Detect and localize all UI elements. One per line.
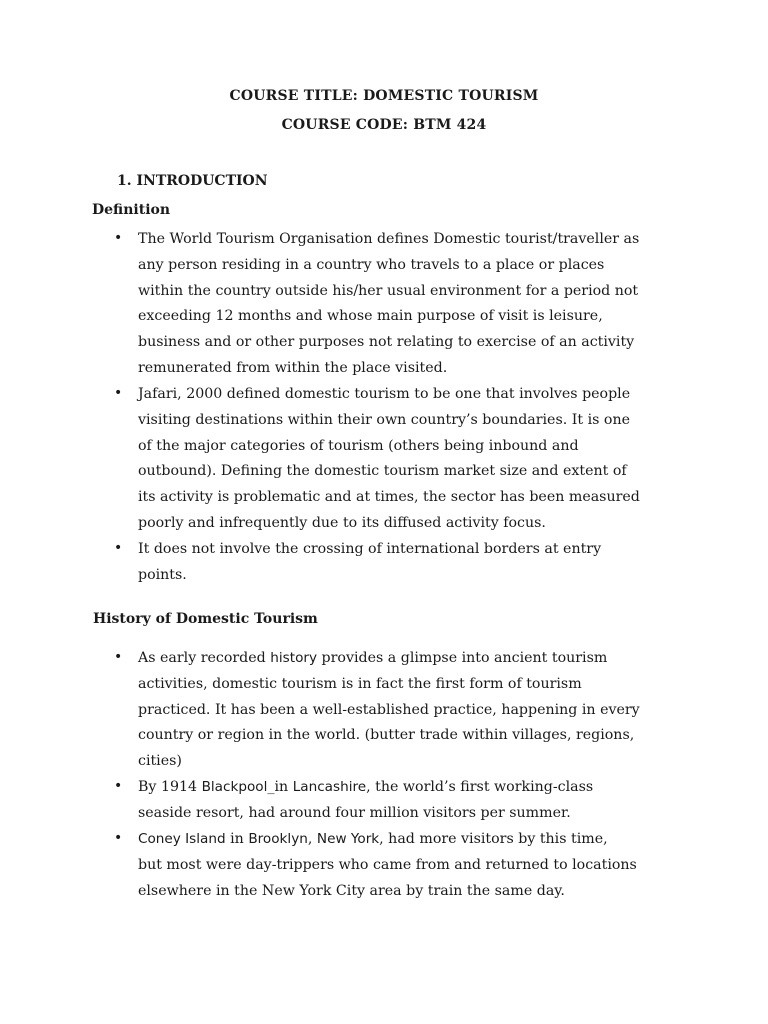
text-line: outbound). Defining the domestic tourism market size and extent of xyxy=(138,463,627,480)
course-code: COURSE CODE: BTM 424 xyxy=(281,117,487,133)
bullet-icon: • xyxy=(114,540,123,556)
text-line: visiting destinations within their own country’s boundaries. It is one xyxy=(138,411,630,428)
text-line: of the major categories of tourism (others being inbound and xyxy=(138,437,579,454)
text-line: practiced. It has been a well-established practice, happening in every xyxy=(138,701,640,718)
text-line: but most were day-trippers who came from and returned to locations xyxy=(138,856,637,873)
text-segment: provides a glimpse into ancient tourism xyxy=(317,650,608,666)
text-segment: in xyxy=(225,831,249,847)
brooklyn-link[interactable]: Brooklyn xyxy=(248,831,308,847)
text-line: country or region in the world. (butter trade within villages, regions, xyxy=(138,727,635,744)
text-line: points. xyxy=(138,566,187,583)
bullet-icon: • xyxy=(114,830,123,846)
lancashire-link[interactable]: Lancashire xyxy=(292,779,367,795)
text-line: seaside resort, had around four million visitors per summer. xyxy=(138,804,571,821)
bullet-icon: • xyxy=(114,385,123,401)
text-segment: By 1914 xyxy=(138,779,202,795)
text-segment: , xyxy=(307,831,317,847)
text-line: exceeding 12 months and whose main purpose of visit is leisure, xyxy=(138,308,603,325)
history-link[interactable]: history xyxy=(270,650,318,666)
text-line: its activity is problematic and at times, the sector has been measured xyxy=(138,489,640,506)
bullet-icon: • xyxy=(114,230,123,246)
text-line: activities, domestic tourism is in fact the first form of tourism xyxy=(138,675,582,692)
text-line: It does not involve the crossing of international borders at entry xyxy=(138,541,602,557)
text-line xyxy=(138,830,608,848)
definition-heading: Definition xyxy=(92,202,171,218)
text-line: Jafari, 2000 defined domestic tourism to be one that involves people xyxy=(138,386,631,402)
bullet-icon: • xyxy=(114,778,123,794)
text-line: cities) xyxy=(138,753,182,770)
text-line xyxy=(138,649,607,667)
text-segment: _in xyxy=(267,779,293,795)
text-line: elsewhere in the New York City area by train the same day. xyxy=(138,882,565,899)
history-heading: History of Domestic Tourism xyxy=(93,611,318,627)
text-line xyxy=(138,778,593,796)
text-line: poorly and infrequently due to its diffused activity focus. xyxy=(138,515,546,531)
section-heading-introduction: 1. INTRODUCTION xyxy=(117,173,268,189)
text-segment: As early recorded xyxy=(138,650,271,666)
text-line: any person residing in a country who travels to a place or places xyxy=(138,256,605,273)
new-york-link[interactable]: New York xyxy=(316,831,380,847)
coney-island-link[interactable]: Coney Island xyxy=(138,831,226,847)
text-segment: , the world’s first working-class xyxy=(366,779,594,795)
text-line: business and or other purposes not relating to exercise of an activity xyxy=(138,334,635,351)
text-line: remunerated from within the place visited. xyxy=(138,360,448,376)
blackpool-link[interactable]: Blackpool xyxy=(201,779,268,795)
text-segment: , had more visitors by this time, xyxy=(379,831,608,847)
course-title: COURSE TITLE: DOMESTIC TOURISM xyxy=(229,88,539,104)
bullet-icon: • xyxy=(114,649,123,665)
text-line: The World Tourism Organisation defines Domestic tourist/traveller as xyxy=(138,231,640,247)
text-line: within the country outside his/her usual environment for a period not xyxy=(138,282,639,299)
